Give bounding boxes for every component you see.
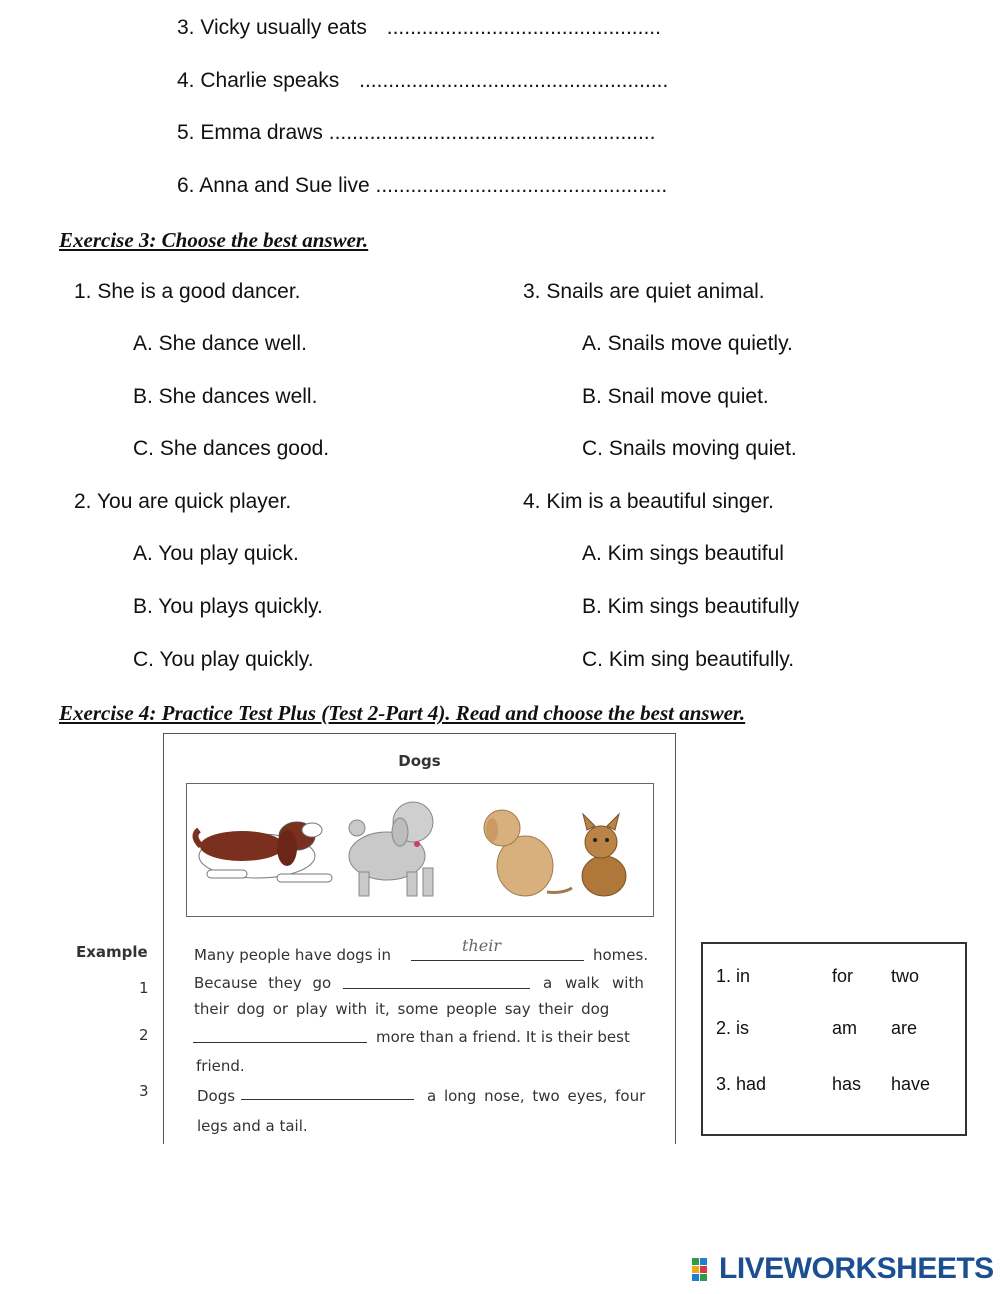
passage-line-5: friend. bbox=[196, 1057, 245, 1075]
example-answer: their bbox=[462, 936, 501, 955]
option-3-b[interactable]: has bbox=[832, 1074, 862, 1094]
passage-line-2b: a walk with bbox=[543, 974, 644, 992]
question-2-stem: 2. You are quick player. bbox=[74, 490, 292, 513]
logo-text: LIVEWORKSHEETS bbox=[719, 1252, 994, 1285]
passage-line-2a: Because they go bbox=[194, 974, 332, 992]
question-3-stem: 3. Snails are quiet animal. bbox=[523, 280, 765, 303]
option-2-a[interactable]: 2. is bbox=[716, 1018, 750, 1038]
option-2-c[interactable]: are bbox=[891, 1018, 918, 1038]
dogs-illustration bbox=[186, 783, 654, 917]
passage-line-1b: homes. bbox=[593, 946, 649, 964]
example-blank bbox=[411, 960, 584, 961]
question-4-stem: 4. Kim is a beautiful singer. bbox=[523, 490, 774, 513]
answer-blank[interactable]: ............................................... bbox=[386, 16, 661, 39]
passage-line-4: more than a friend. It is their best bbox=[376, 1028, 630, 1046]
item-number: 3. bbox=[177, 16, 195, 39]
logo-icon bbox=[692, 1258, 716, 1282]
answer-blank-1[interactable] bbox=[343, 988, 530, 989]
passage-line-7: legs and a tail. bbox=[197, 1117, 308, 1135]
passage-panel bbox=[163, 733, 676, 1144]
option-3-c[interactable]: have bbox=[891, 1074, 931, 1094]
item-number: 6. bbox=[177, 174, 195, 197]
question-4-option-a[interactable]: A. Kim sings beautiful bbox=[582, 542, 784, 565]
exercise3-heading: Exercise 3: Choose the best answer. bbox=[59, 228, 369, 252]
item-text: Vicky usually eats bbox=[200, 16, 367, 39]
option-1-b[interactable]: for bbox=[832, 966, 854, 986]
item-text: Anna and Sue live bbox=[199, 174, 370, 197]
line-number-2: 2 bbox=[139, 1026, 149, 1044]
puppy-dog-icon bbox=[484, 810, 572, 896]
answer-blank[interactable]: .................................................. bbox=[375, 174, 668, 197]
item-text: Emma draws bbox=[200, 121, 323, 144]
liveworksheets-logo[interactable] bbox=[692, 1253, 992, 1285]
option-1-a[interactable]: 1. in bbox=[716, 966, 751, 986]
question-3-option-c[interactable]: C. Snails moving quiet. bbox=[582, 437, 797, 460]
question-2-option-a[interactable]: A. You play quick. bbox=[133, 542, 299, 565]
yorkie-dog-icon bbox=[582, 814, 626, 896]
option-3-a[interactable]: 3. had bbox=[716, 1074, 767, 1094]
passage-line-3: their dog or play with it, some people say their dog bbox=[194, 1000, 610, 1018]
question-1-option-c[interactable]: C. She dances good. bbox=[133, 437, 330, 460]
line-number-1: 1 bbox=[139, 979, 149, 997]
answer-blank-3[interactable] bbox=[241, 1099, 414, 1100]
exercise2-item-5 bbox=[177, 120, 655, 146]
answer-blank[interactable]: ..................................................... bbox=[359, 69, 669, 92]
question-1-option-a[interactable]: A. She dance well. bbox=[133, 332, 307, 355]
exercise2-item-3 bbox=[177, 15, 661, 41]
line-number-3: 3 bbox=[139, 1082, 149, 1100]
exercise2-item-4 bbox=[177, 68, 668, 94]
dogs-image bbox=[187, 784, 653, 916]
item-text: Charlie speaks bbox=[200, 69, 340, 92]
spaniel-dog-icon bbox=[195, 822, 332, 882]
option-1-c[interactable]: two bbox=[891, 966, 920, 986]
passage-line-6a: Dogs bbox=[197, 1087, 236, 1105]
answer-blank-2[interactable] bbox=[193, 1042, 367, 1043]
options-box bbox=[701, 942, 967, 1136]
exercise4-heading: Exercise 4: Practice Test Plus (Test 2-Part 4). Read and choose the best answer. bbox=[59, 701, 746, 725]
poodle-dog-icon bbox=[349, 802, 433, 896]
question-3-option-b[interactable]: B. Snail move quiet. bbox=[582, 385, 769, 408]
question-4-option-c[interactable]: C. Kim sing beautifully. bbox=[582, 648, 795, 671]
answer-blank[interactable]: ........................................................ bbox=[328, 121, 656, 144]
passage-title: Dogs bbox=[398, 752, 441, 770]
question-1-option-b[interactable]: B. She dances well. bbox=[133, 385, 318, 408]
question-4-option-b[interactable]: B. Kim sings beautifully bbox=[582, 595, 800, 618]
passage-line-1a: Many people have dogs in bbox=[194, 946, 391, 964]
question-2-option-b[interactable]: B. You plays quickly. bbox=[133, 595, 323, 618]
question-1-stem: 1. She is a good dancer. bbox=[74, 280, 301, 303]
option-2-b[interactable]: am bbox=[832, 1018, 858, 1038]
example-label: Example bbox=[76, 943, 148, 961]
passage-line-6b: a long nose, two eyes, four bbox=[427, 1087, 646, 1105]
exercise2-item-6 bbox=[177, 173, 667, 199]
question-3-option-a[interactable]: A. Snails move quietly. bbox=[582, 332, 793, 355]
item-number: 4. bbox=[177, 69, 195, 92]
question-2-option-c[interactable]: C. You play quickly. bbox=[133, 648, 314, 671]
item-number: 5. bbox=[177, 121, 195, 144]
